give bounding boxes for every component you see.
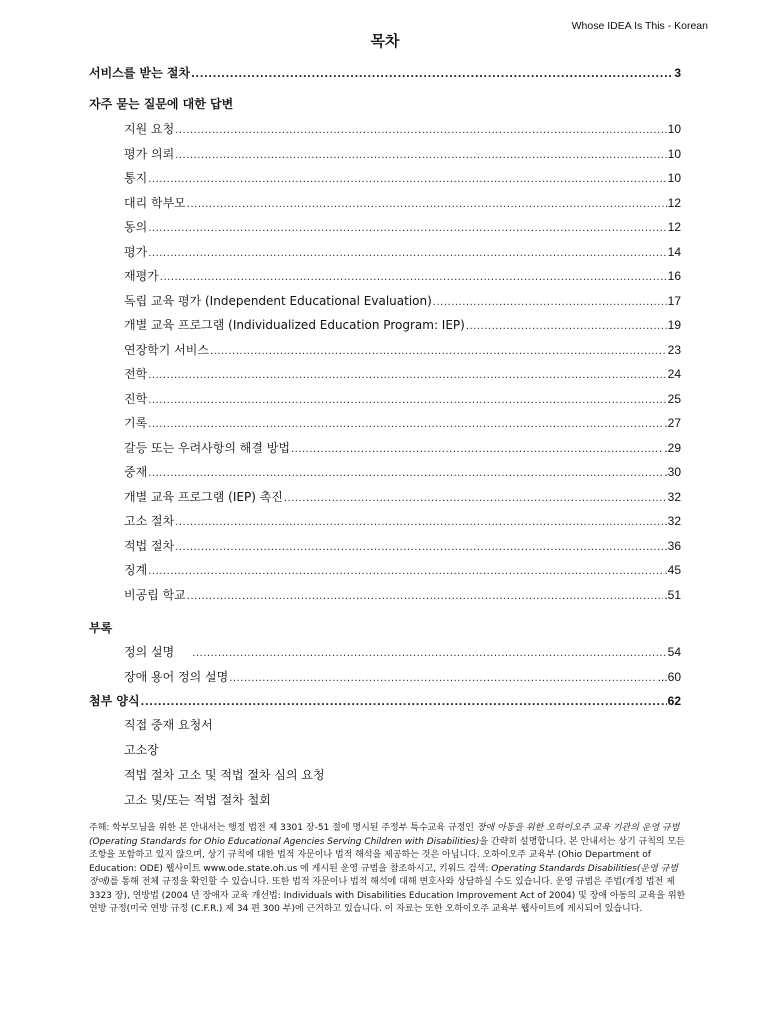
toc-entry[interactable] — [124, 244, 681, 260]
footnote-italic-2: Operating Standards Disabilities(운영 규범 장애) — [89, 863, 679, 887]
footnote-text-2: 을 간략히 설명합니다. 본 안내서는 상기 규칙의 모든 조항을 포함하고 있지 않으며, 상기 규칙에 대한 법적 자문이나 법적 해석을 제공하는 것은 아닙니다. 오하이오주 교육부 (Ohio Department of Education: ODE) 웹사이트 www.ode.state.oh.us 에 게시된 운영 규범을 참조하시고, 키워드 검색: — [89, 836, 685, 874]
toc-entry[interactable] — [124, 317, 681, 333]
toc-entry[interactable] — [124, 538, 681, 554]
page-title: 목차 — [370, 32, 400, 50]
toc-entry-label: 평가 — [124, 244, 148, 259]
toc-entry-page: 23 — [667, 342, 681, 357]
dot-leader — [160, 270, 667, 286]
dot-leader — [148, 393, 666, 409]
dot-leader — [148, 246, 666, 262]
dot-leader — [187, 197, 667, 213]
footnote-text-3: 를 통해 전체 규정을 확인할 수 있습니다. 또한 법적 자문이나 법적 해석에 대해 변호사와 상담하실 수도 있습니다. 운영 규범은 주법(개정 법전 제 3323 장), 연방법 (2004 년 장애자 교육 개선법: Individuals with Disabilities Education Improvement Act of 2004) 및 장애 아동의 교육을 위한 연방 규정(미국 연방 규정 (C.F.R.) 제 34 편 300 부)에 근거하고 있습니다. 이 자료는 또한 오하이오주 교육부 웹사이트에 게시되어 있습니다. — [89, 877, 686, 914]
toc-entry-page: .32 — [664, 514, 681, 528]
toc-entry-page: 24 — [667, 367, 681, 381]
toc-entry[interactable] — [124, 146, 681, 162]
toc-entry[interactable] — [124, 342, 681, 358]
toc-entry[interactable] — [124, 587, 681, 603]
toc-entry[interactable] — [124, 489, 681, 505]
toc-entry[interactable] — [124, 170, 681, 186]
dot-leader — [191, 67, 673, 83]
form-item-mediation-request: 직접 중재 요청서 — [124, 718, 213, 732]
toc-entry-page: 25 — [667, 391, 681, 406]
form-item-complaint: 고소장 — [124, 743, 159, 757]
dot-leader — [192, 646, 666, 662]
toc-entry[interactable] — [124, 293, 681, 309]
toc-entry[interactable] — [124, 440, 681, 456]
dot-leader — [148, 466, 663, 482]
toc-entry-label: 전학 — [124, 367, 148, 381]
toc-entry[interactable] — [124, 513, 681, 529]
dot-leader — [148, 172, 666, 188]
toc-entry-definitions[interactable] — [124, 644, 681, 660]
toc-entry-page: 3 — [674, 66, 681, 80]
toc-entry-label: 중재 — [124, 465, 148, 479]
toc-entry-page: 12 — [667, 195, 681, 210]
toc-entry-page: 12 — [667, 220, 681, 234]
faq-heading: 자주 묻는 질문에 대한 답변 — [89, 97, 234, 111]
document-header: Whose IDEA Is This - Korean — [571, 20, 708, 32]
toc-entry-page: .27 — [664, 416, 681, 430]
toc-entry-service-procedure[interactable] — [89, 65, 681, 81]
toc-entry-page: 54 — [667, 645, 681, 659]
toc-entry-label: 대리 학부모 — [124, 195, 186, 210]
dot-leader — [284, 491, 667, 507]
toc-entry-label: 징계 — [124, 563, 148, 577]
dot-leader — [148, 417, 663, 433]
toc-entry-label: 적법 절차 — [124, 538, 175, 553]
toc-entry[interactable] — [124, 268, 681, 284]
toc-entry-label: 평가 의뢰 — [124, 146, 175, 161]
toc-entry-label: 고소 절차 — [124, 514, 175, 528]
toc-entry[interactable] — [124, 366, 681, 382]
toc-entry-page: 16 — [667, 269, 681, 283]
dot-leader — [148, 221, 666, 237]
toc-entry-forms[interactable] — [89, 693, 681, 709]
toc-entry-page: .29 — [664, 440, 681, 455]
toc-entry[interactable] — [124, 464, 681, 480]
toc-entry-page: .36 — [664, 538, 681, 553]
dot-leader — [210, 344, 667, 360]
footnote — [89, 822, 689, 917]
footnote-text-1: 주해: 학부모님을 위한 본 안내서는 행정 법전 제 3301 장-51 절에 명시된 주정부 특수교육 규정인 — [89, 823, 477, 833]
toc-entry-label: 기록 — [124, 416, 148, 430]
dot-leader — [466, 319, 667, 335]
toc-entry-page: 10 — [667, 146, 681, 161]
toc-entry-page: ...60 — [657, 670, 681, 684]
form-item-due-process-request: 적법 절차 고소 및 적법 절차 심의 요청 — [124, 768, 325, 782]
toc-entry-label: 연장학기 서비스 — [124, 342, 209, 357]
toc-entry[interactable] — [124, 195, 681, 211]
toc-entry-page: 17 — [667, 293, 681, 308]
dot-leader — [141, 695, 667, 711]
appendix-heading: 부록 — [89, 621, 113, 635]
toc-entry[interactable] — [124, 219, 681, 235]
dot-leader — [291, 442, 663, 458]
toc-entry-label: 장애 용어 정의 설명 — [124, 670, 229, 684]
toc-entry-label: 통지 — [124, 171, 148, 185]
toc-entry[interactable] — [124, 415, 681, 431]
toc-entry-page: 19 — [667, 318, 681, 332]
footnote-italic-1: 장애 아동을 위한 오하이오주 교육 기관의 운영 규범 (Operating Standards for Ohio Educational Agencies Serving Children with Disabilities) — [89, 823, 680, 847]
dot-leader — [433, 295, 667, 311]
toc-entry-label: 서비스를 받는 절차 — [89, 66, 191, 80]
toc-entry-page: 62 — [667, 694, 681, 708]
dot-leader — [148, 368, 666, 384]
toc-entry[interactable] — [124, 391, 681, 407]
toc-entry-page: .30 — [664, 465, 681, 479]
toc-entry-page: 10 — [667, 171, 681, 185]
toc-entry-label: 비공립 학교 — [124, 587, 186, 602]
form-item-withdrawal: 고소 및/또는 적법 절차 철회 — [124, 793, 271, 807]
dot-leader — [175, 148, 666, 164]
toc-entry-disability-terms[interactable] — [124, 669, 681, 685]
dot-leader — [148, 564, 663, 580]
dot-leader — [175, 515, 663, 531]
toc-entry[interactable] — [124, 562, 681, 578]
dot-leader — [175, 540, 663, 556]
toc-entry-page: .51 — [664, 587, 681, 602]
toc-entry-label: 동의 — [124, 220, 148, 234]
toc-entry-label: 독립 교육 평가 (Independent Educational Evaluation) — [124, 293, 432, 308]
toc-entry-label: 개별 교육 프로그램 (IEP) 촉진 — [124, 489, 283, 504]
toc-entry-label: 지원 요청 — [124, 122, 175, 136]
toc-entry-label: 첨부 양식 — [89, 694, 140, 708]
dot-leader — [229, 671, 656, 687]
dot-leader — [175, 123, 666, 139]
toc-entry-label: 개별 교육 프로그램 (Individualized Education Program: IEP) — [124, 318, 465, 332]
toc-entry-page: .45 — [664, 563, 681, 577]
toc-entry-label: 재평가 — [124, 269, 159, 283]
toc-entry-page: 32 — [667, 489, 681, 504]
toc-entry-label: 정의 설명 — [124, 645, 175, 659]
toc-entry-page: 10 — [667, 122, 681, 136]
toc-entry[interactable] — [124, 121, 681, 137]
toc-entry-label: 갈등 또는 우려사항의 해결 방법 — [124, 440, 290, 455]
toc-entry-page: 14 — [667, 244, 681, 259]
toc-entry-label: 진학 — [124, 391, 148, 406]
dot-leader — [187, 589, 664, 605]
